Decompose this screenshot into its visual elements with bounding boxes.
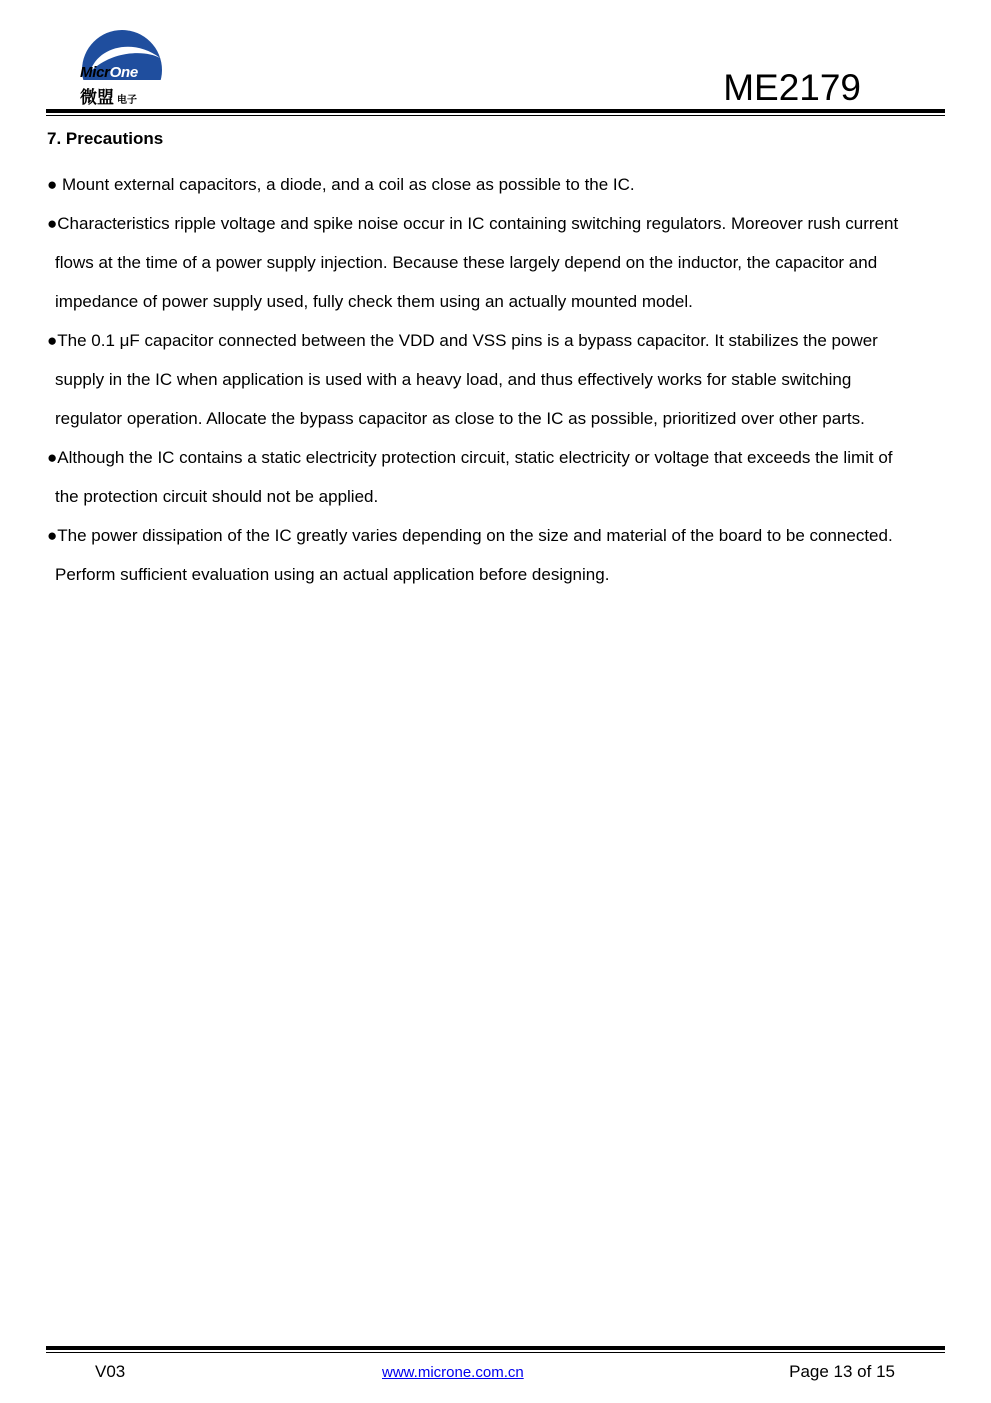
section-heading: 7. Precautions: [47, 129, 164, 148]
bullet-first-line: ●The power dissipation of the IC greatly varies depending on the size and material of the board to be connected.: [47, 526, 893, 545]
footer-rule: [46, 1346, 945, 1350]
bullet-first-line: ● Mount external capacitors, a diode, and a coil as close as possible to the IC.: [47, 175, 635, 194]
precautions-section: [47, 126, 932, 594]
footer-page-number: Page 13 of 15: [789, 1362, 895, 1381]
bullet-first-line: ●Although the IC contains a static electricity protection circuit, static electricity or voltage that exceeds the limit of: [47, 448, 893, 467]
bullet-continuation-line: regulator operation. Allocate the bypass capacitor as close to the IC as possible, prioritized over other parts.: [55, 409, 865, 428]
bullet-first-line: ●Characteristics ripple voltage and spike noise occur in IC containing switching regulators. Moreover rush current: [47, 214, 899, 233]
bullet-continuation-line: supply in the IC when application is used with a heavy load, and thus effectively works for stable switching: [55, 370, 852, 389]
bullet-paragraph: [47, 204, 932, 321]
header-rule-thin: [46, 115, 945, 116]
logo-chinese-text: 微盟 电子: [80, 88, 137, 108]
footer-rule-thin: [46, 1352, 945, 1353]
bullet-paragraph: [47, 438, 932, 516]
bullet-continuation-line: Perform sufficient evaluation using an actual application before designing.: [55, 565, 610, 584]
bullet-first-line: ●The 0.1 μF capacitor connected between the VDD and VSS pins is a bypass capacitor. It stabilizes the power: [47, 331, 878, 350]
bullet-continuation-line: the protection circuit should not be applied.: [55, 487, 379, 506]
header-rule: [46, 109, 945, 113]
bullet-paragraph: [47, 321, 932, 438]
logo-brand-text: MicrOne: [80, 64, 138, 81]
company-logo: [76, 28, 168, 108]
footer-version: V03: [95, 1362, 126, 1381]
bullet-paragraph: [47, 516, 932, 594]
document-title: ME2179: [723, 67, 861, 108]
bullet-paragraph: [47, 165, 932, 204]
footer-website-link[interactable]: www.microne.com.cn: [382, 1364, 524, 1381]
bullet-continuation-line: impedance of power supply used, fully check them using an actually mounted model.: [55, 292, 693, 311]
bullet-continuation-line: flows at the time of a power supply injection. Because these largely depend on the inductor, the capacitor and: [55, 253, 878, 272]
paragraph-list: [47, 165, 932, 594]
